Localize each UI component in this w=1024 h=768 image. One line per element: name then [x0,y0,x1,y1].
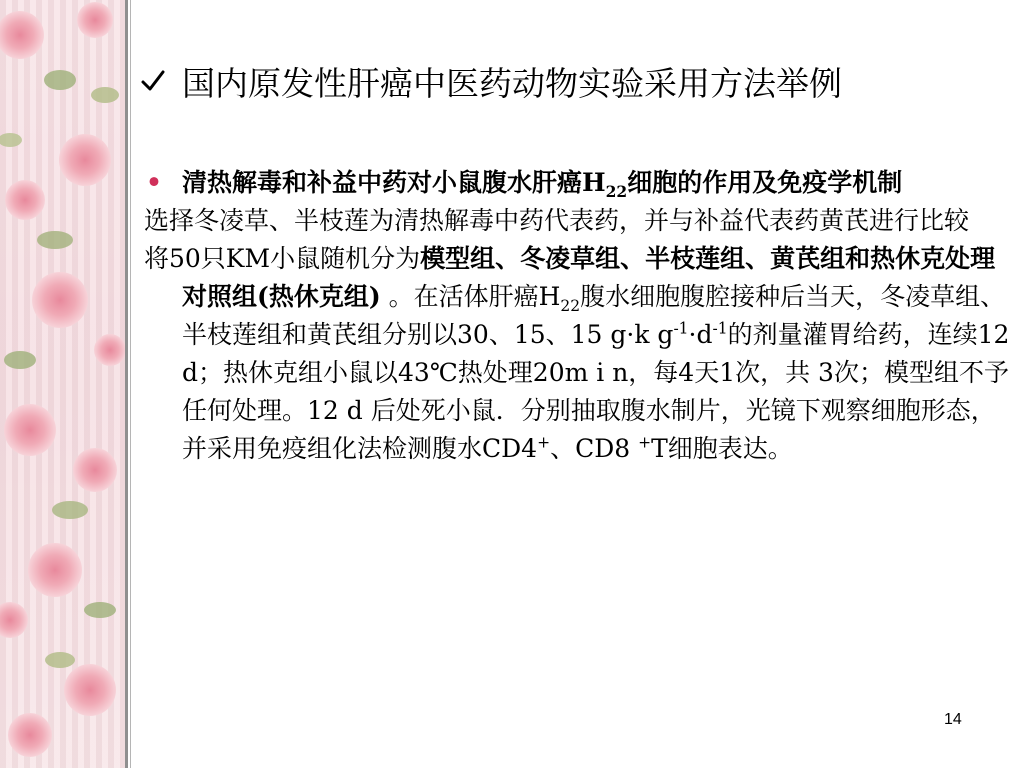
p2-part5: 的剂量灌胃给药，连续12 d；热休克组小鼠以43℃热处理20m i n，每4天1次，共 3次；模型组不予任何处理。12 d 后处死小鼠．分别抽取腹水制片，光镜下观察细胞形态，并采用免疫组化法检测腹水CD4 [182,320,1010,463]
paragraph-2 [140,240,1015,468]
bullet-heading [140,164,1015,202]
title-text: 国内原发性肝癌中医药动物实验采用方法举例 [182,64,842,103]
rose-cluster-1 [0,2,119,103]
slide-body [140,164,1015,468]
p2-sup4: + [638,433,652,452]
rose-cluster-6 [8,652,116,757]
bullet-text-pre: 清热解毒和补益中药对小鼠腹水肝癌H [182,168,606,197]
rose-cluster-4 [4,404,117,519]
page-number: 14 [944,711,962,728]
rose-cluster-2 [0,133,111,249]
paragraph-1-text: 选择冬凌草、半枝莲为清热解毒中药代表药，并与补益代表药黄芪进行比较 [144,206,970,235]
p2-sup3: + [537,433,551,452]
p2-part2: 。在活体肝癌H [380,282,561,311]
bullet-sub: 22 [605,182,628,201]
p2-sub: 22 [560,297,581,315]
bullet-text-post: 细胞的作用及免疫学机制 [627,168,903,197]
border-line-inner [130,0,131,768]
slide-title [140,60,1010,110]
p2-part4: ·d [688,320,713,349]
check-icon [140,68,166,94]
paragraph-1 [140,202,1015,240]
p2-sup2: -1 [712,319,728,338]
p2-part7: T细胞表达。 [651,434,793,463]
p2-part3: 腹水细胞腹腔接种后当天，冬凌草组、半枝莲组和黄芪组分别以30、15、15 g·k g [182,282,1006,349]
p2-sup1: -1 [673,319,689,338]
floral-border [0,0,125,768]
rose-cluster-3 [4,272,125,369]
p2-part1: 将50只KM小鼠随机分为 [144,244,421,273]
p2-groups-bold: 模型组、冬凌草组、半枝莲组、黄芪组和热休克处理对照组(热休克组) [182,244,996,311]
rose-cluster-5 [0,543,116,638]
bullet-dot-icon: • [146,168,162,197]
p2-part6: 、CD8 [550,434,639,463]
rose-pattern [0,0,125,768]
border-line [125,0,128,768]
